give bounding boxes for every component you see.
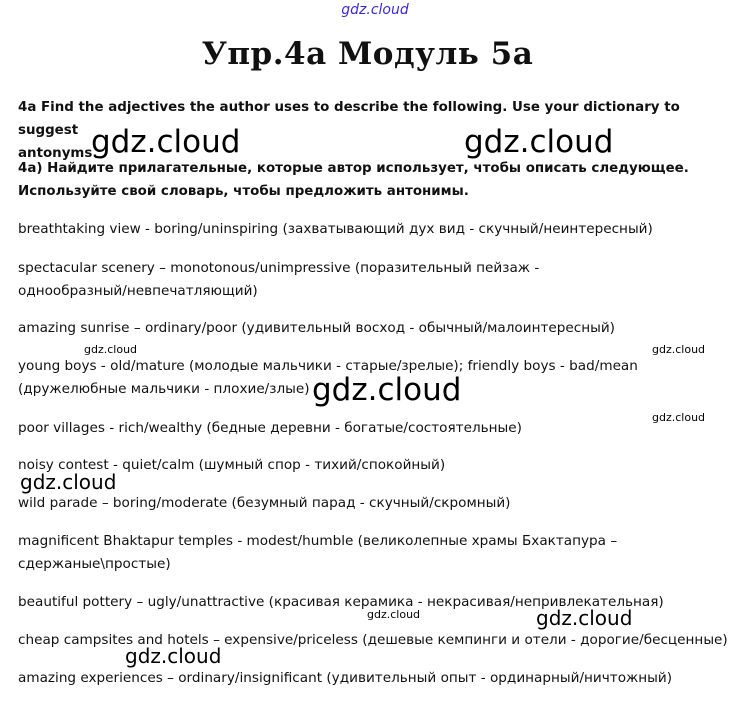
task-russian-line: Используйте свой словарь, чтобы предложить антонимы. <box>18 184 469 199</box>
answer-line: wild parade – boring/moderate (безумный парад - скучный/скромный) <box>18 495 511 511</box>
watermark-small: gdz.cloud <box>367 608 421 621</box>
watermark-large: gdz.cloud <box>312 372 462 408</box>
task-english-line: antonyms. <box>18 146 98 161</box>
watermark-medium: gdz.cloud <box>20 470 117 494</box>
answer-line: young boys - old/mature (молодые мальчики - старые/зрелые); friendly boys - bad/mean <box>18 358 638 374</box>
task-english-line: 4a Find the adjectives the author uses to describe the following. Use your dictionary to suggest <box>18 100 680 138</box>
answer-line: однообразный/невпечатляющий) <box>18 283 258 299</box>
watermark-large: gdz.cloud <box>91 124 241 160</box>
answer-line: magnificent Bhaktapur temples - modest/humble (великолепные храмы Бхактапура – <box>18 533 618 549</box>
answer-line: spectacular scenery – monotonous/unimpressive (поразительный пейзаж - <box>18 260 540 276</box>
answer-line: noisy contest - quiet/calm (шумный спор - тихий/спокойный) <box>18 457 446 473</box>
site-watermark-top: gdz.cloud <box>341 2 409 18</box>
answer-line: amazing sunrise – ordinary/poor (удивительный восход - обычный/малоинтересный) <box>18 320 615 336</box>
watermark-small: gdz.cloud <box>84 343 138 356</box>
watermark-small: gdz.cloud <box>652 343 706 356</box>
watermark-small: gdz.cloud <box>652 411 706 424</box>
answer-line: poor villages - rich/wealthy (бедные деревни - богатые/состоятельные) <box>18 420 522 436</box>
answer-line: breathtaking view - boring/uninspiring (захватывающий дух вид - скучный/неинтересный) <box>18 221 653 237</box>
watermark-large: gdz.cloud <box>464 124 614 160</box>
answer-line: сдержаные\простые) <box>18 556 171 572</box>
task-russian-line: 4а) Найдите прилагательные, которые автор использует, чтобы описать следующее. <box>18 161 689 176</box>
answer-line: (дружелюбные мальчики - плохие/злые) <box>18 381 310 397</box>
watermark-medium: gdz.cloud <box>536 606 633 630</box>
answer-line: amazing experiences – ordinary/insignificant (удивительный опыт - ординарный/ничтожный) <box>18 670 673 686</box>
answer-line: beautiful pottery – ugly/unattractive (красивая керамика - некрасивая/непривлекательная) <box>18 594 664 610</box>
watermark-medium: gdz.cloud <box>125 644 222 668</box>
answer-line: cheap campsites and hotels – expensive/priceless (дешевые кемпинги и отели - дорогие/бесценные) <box>18 632 728 648</box>
task-russian <box>18 157 718 203</box>
page-title: Упр.4а Модуль 5а <box>201 36 534 72</box>
